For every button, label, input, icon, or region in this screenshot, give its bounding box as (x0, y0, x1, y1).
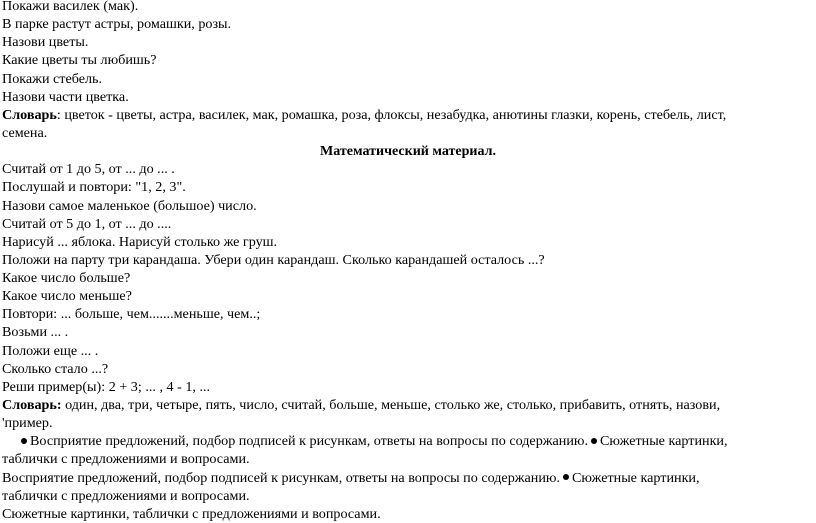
text-line: Назови цветы. (2, 34, 89, 51)
text-line: Послушай и повтори: "1, 2, 3". (2, 179, 186, 196)
text-line: Покажи василек (мак). (2, 0, 139, 14)
vocabulary-text: : цветок - цветы, астра, василек, мак, ромашка, роза, флоксы, незабудка, анютины глазки, корень, стебель, лист, (56, 106, 727, 123)
text-fragment: Сюжетные картинки, таблички с предложениями и вопросами. (2, 505, 381, 522)
text-line: Считай от 1 до 5, от ... до ... . (2, 161, 175, 178)
text-line: 'пример. (2, 415, 53, 432)
bullet-icon (591, 438, 597, 444)
text-line: Покажи стебель. (2, 70, 103, 87)
vocabulary-line (2, 106, 726, 124)
text-fragment: таблички с предложениями и вопросами. (2, 451, 250, 468)
vocabulary-text: один, два, три, четыре, пять, число, считай, больше, меньше, столько же, столько, прибавить, отнять, назови, (61, 397, 721, 414)
text-line: Какое число больше? (2, 270, 131, 287)
text-line (2, 432, 728, 450)
vocabulary-label: Словарь: (2, 397, 62, 414)
text-line: Назови части цветка. (2, 88, 129, 105)
text-line: Назови самое маленькое (большое) число. (2, 197, 257, 214)
text-fragment: Сюжетные картинки, (600, 433, 728, 450)
text-line: Сколько стало ...? (2, 360, 109, 377)
vocabulary-label: Словарь (2, 106, 57, 123)
text-line: Реши пример(ы): 2 + 3; ... , 4 - 1, ... (2, 378, 211, 395)
text-line: Положи на парту три карандаша. Убери один карандаш. Сколько карандашей осталось ...? (2, 251, 545, 268)
text-line: семена. (2, 124, 48, 141)
vocabulary-line (2, 396, 720, 414)
text-line (2, 487, 250, 505)
text-line: Положи еще ... . (2, 342, 99, 359)
bullet-icon (21, 438, 27, 444)
text-line: Нарисуй ... яблока. Нарисуй столько же груш. (2, 233, 278, 250)
text-fragment: Восприятие предложений, подбор подписей к рисункам, ответы на вопросы по содержанию. (30, 433, 588, 450)
text-line: Какие цветы ты любишь? (2, 52, 157, 69)
section-heading: Математический материал. (319, 143, 497, 160)
text-line: Какое число меньше? (2, 288, 132, 305)
text-line: Повтори: ... больше, чем.......меньше, чем..; (2, 306, 261, 323)
text-line: Считай от 5 до 1, от ... до .... (2, 215, 172, 232)
text-fragment: Сюжетные картинки, (572, 469, 700, 486)
text-line: В парке растут астры, ромашки, розы. (2, 16, 232, 33)
bullet-icon (563, 474, 569, 480)
text-line (2, 505, 381, 523)
text-line (2, 450, 250, 468)
text-line: Возьми ... . (2, 324, 69, 341)
text-line (2, 469, 700, 487)
text-fragment: таблички с предложениями и вопросами. (2, 487, 250, 504)
text-fragment: Восприятие предложений, подбор подписей к рисункам, ответы на вопросы по содержанию. (2, 469, 560, 486)
